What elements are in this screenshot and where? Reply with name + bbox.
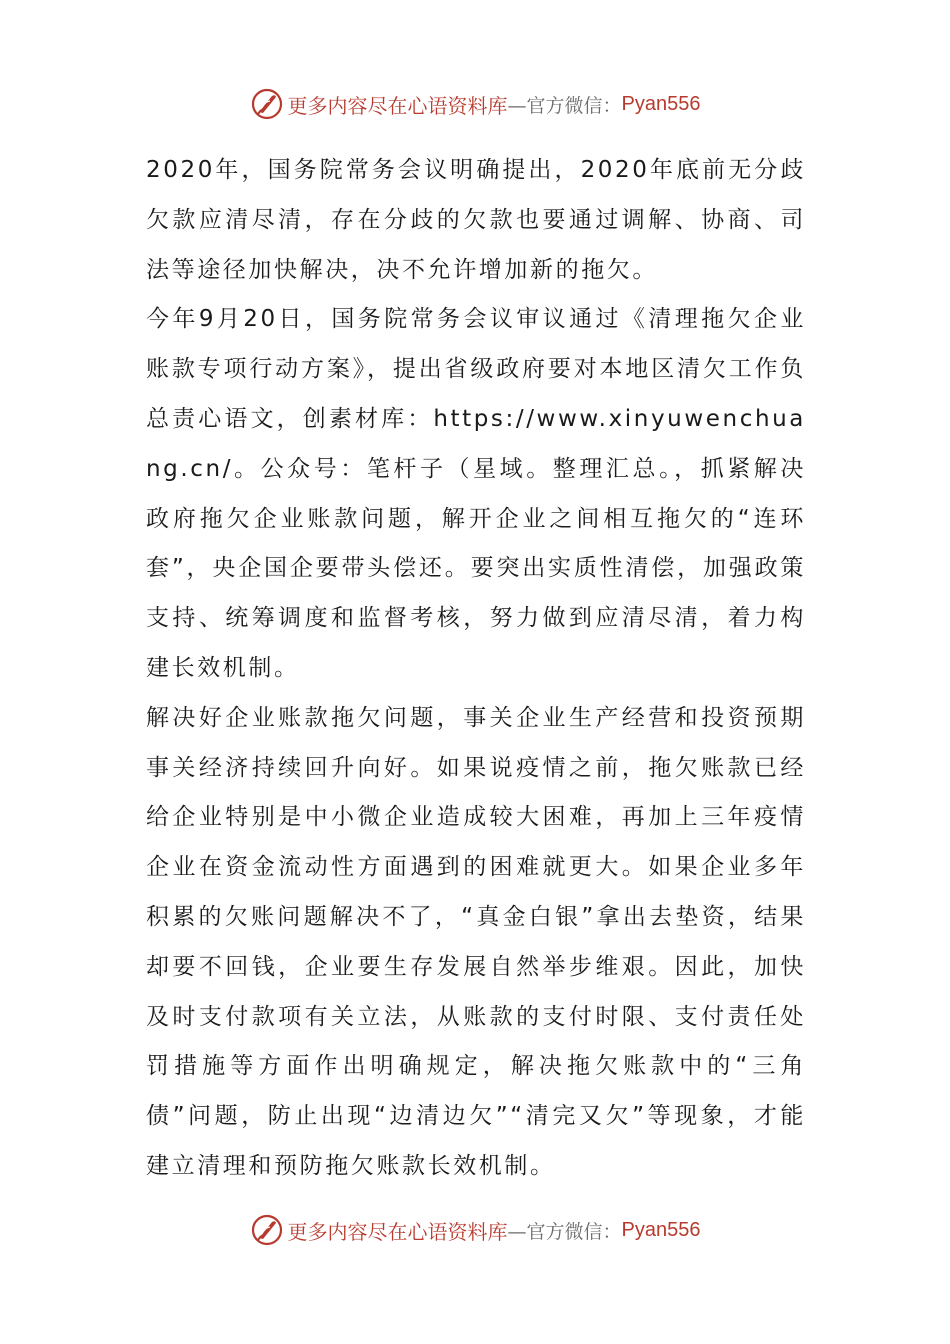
banner-main-text: 更多内容尽在心语资料库 <box>287 93 508 118</box>
quill-pen-icon <box>250 1213 284 1247</box>
quill-pen-icon <box>250 87 284 121</box>
banner-wechat-id: Pyan556 <box>621 92 701 115</box>
header-watermark-banner <box>0 84 950 124</box>
paragraph: 今年9月20日，国务院常务会议审议通过《清理拖欠企业账款专项行动方案》，提出省级政府要对本地区清欠工作负总责心语文，创素材库：https://www.xinyuwenchuang.cn/。公众号：笔杆子（星域。整理汇总。，抓紧解决政府拖欠企业账款问题，解开企业之间相互拖欠的“连环套”，央企国企要带头偿还。要突出实质性清偿，加强政策支持、统筹调度和监督考核，努力做到应清尽清，着力构建长效机制。 <box>146 306 806 681</box>
paragraph: 2020年，国务院常务会议明确提出，2020年底前无分歧欠款应清尽清，存在分歧的欠款也要通过调解、协商、司法等途径加快解决，决不允许增加新的拖欠。 <box>146 157 806 283</box>
banner-sub-text: —官方微信： <box>507 1220 622 1243</box>
footer-watermark-banner <box>0 1210 950 1250</box>
banner-sub-text: —官方微信： <box>507 94 622 117</box>
paragraph: 解决好企业账款拖欠问题，事关企业生产经营和投资预期事关经济持续回升向好。如果说疫情之前，拖欠账款已经给企业特别是中小微企业造成较大困难，再加上三年疫情企业在资金流动性方面遇到的困难就更大。如果企业多年积累的欠账问题解决不了，“真金白银”拿出去垫资，结果却要不回钱，企业要生存发展自然举步维艰。因此，加快及时支付款项有关立法，从账款的支付时限、支付责任处罚措施等方面作出明确规定，解决拖欠账款中的“三角债”问题，防止出现“边清边欠”“清完又欠”等现象，才能建立清理和预防拖欠账款长效机制。 <box>146 704 806 1179</box>
banner-main-text: 更多内容尽在心语资料库 <box>287 1219 508 1244</box>
document-body <box>146 146 806 1192</box>
banner-wechat-id: Pyan556 <box>621 1218 701 1241</box>
